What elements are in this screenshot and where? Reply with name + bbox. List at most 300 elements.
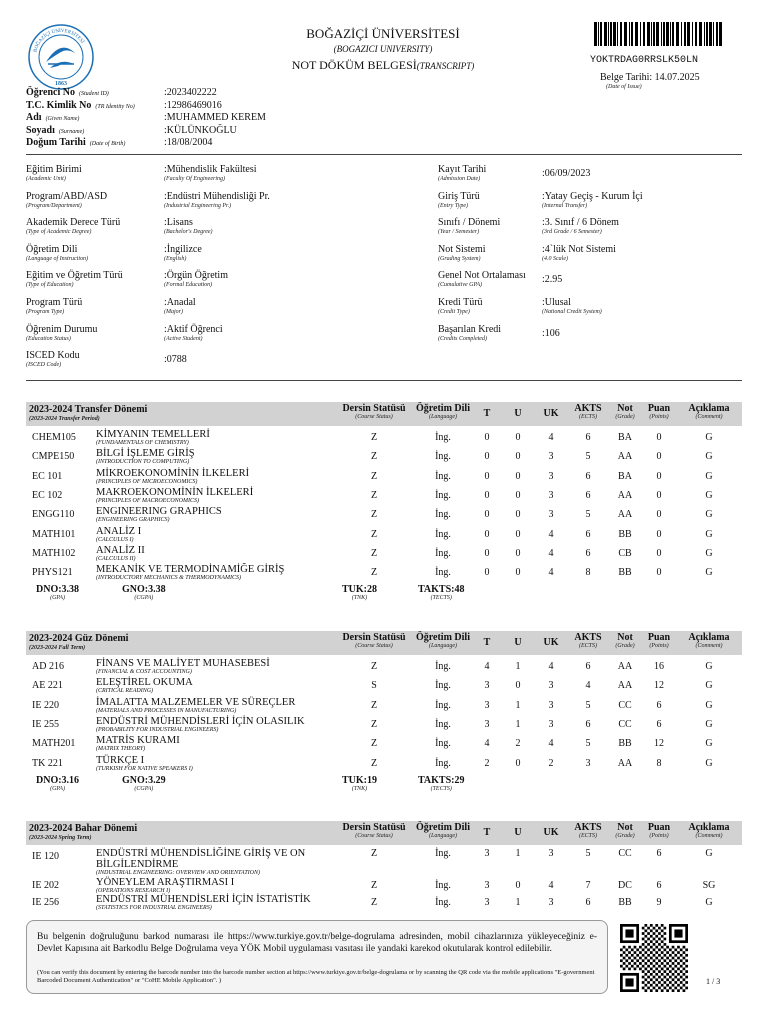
course-row — [26, 448, 742, 467]
summary-value: TAKTS:48 — [418, 584, 465, 596]
course-t: 2 — [484, 757, 490, 769]
column-header-text: AKTS — [574, 632, 602, 643]
column-header-comment — [681, 632, 737, 649]
column-header-text-en: (Points) — [649, 643, 669, 649]
colon: : — [542, 327, 545, 339]
summary-value: GNO:3.38 — [122, 584, 166, 596]
label-text: Doğum Tarihi — [26, 137, 86, 149]
course-lang: İng. — [435, 432, 451, 443]
course-name-en: (INTRODUCTION TO COMPUTING) — [96, 459, 190, 466]
course-uk: 4 — [548, 567, 554, 579]
column-header-text: Dersin Statüsü — [342, 632, 406, 643]
course-t: 0 — [484, 451, 490, 463]
course-row — [26, 506, 742, 525]
column-header-status — [339, 822, 409, 839]
value-text: Endüstri Mühendisliği Pr. — [166, 190, 270, 202]
course-akts: 5 — [585, 848, 591, 859]
course-u: 0 — [515, 880, 521, 891]
course-u: 1 — [515, 848, 521, 859]
label-text-en: (Language of Instruction) — [26, 255, 88, 262]
course-u: 0 — [515, 509, 521, 521]
student-row — [26, 112, 766, 124]
course-row — [26, 468, 742, 487]
summary-tuk — [342, 775, 377, 792]
course-uk: 3 — [548, 718, 554, 730]
course-u: 0 — [515, 489, 521, 501]
academic_left-label — [26, 270, 123, 288]
course-u: 0 — [515, 432, 521, 443]
course-grade: CB — [618, 547, 632, 559]
term-title — [29, 823, 137, 834]
verification-text: Bu belgenin doğruluğunu barkod numarası ile https://www.turkiye.gov.tr/belge-dogrulama adresinden, mobil cihazlarınıza yükleyeceğiniz e-Devlet Kapısına ait Barkodlu Belge Doğrulama veya YÖK Mobil uygulaması vasıtası ile yandaki karekod okutularak kontrol edilebilir. — [37, 932, 597, 954]
course-grade: CC — [618, 848, 632, 859]
course-name-en: (PRINCIPLES OF MACROECONOMICS) — [96, 497, 199, 504]
value-text: KÜLÜNKOĞLU — [166, 124, 237, 136]
column-header-text: Not — [617, 822, 633, 833]
value-text-en: (Formal Education) — [164, 282, 213, 289]
label-text: ISCED Kodu — [26, 350, 80, 362]
issue-date: Belge Tarihi: 14.07.2025 — [600, 72, 700, 83]
course-row — [26, 894, 742, 913]
value-text-en: (Major) — [164, 309, 183, 315]
course-name-en: (ENGINEERING GRAPHICS) — [96, 517, 170, 524]
label-text: Kredi Türü — [438, 297, 483, 308]
label-text: Soyadı — [26, 124, 55, 136]
course-row — [26, 658, 742, 677]
column-header-text-en: (Language) — [429, 414, 457, 420]
course-lang: İng. — [435, 897, 451, 908]
academic_left-label — [26, 244, 88, 262]
summary-value: TUK:28 — [342, 584, 377, 596]
course-comment: G — [705, 661, 713, 672]
summary-gno — [122, 584, 166, 601]
colon: : — [164, 270, 167, 282]
academic_left-value — [164, 217, 213, 235]
course-lang: İng. — [435, 547, 451, 559]
issue-date-en: (Date of Issue) — [606, 84, 642, 90]
course-grade: BA — [618, 432, 632, 443]
column-header-text-en: (Points) — [649, 833, 669, 839]
academic_right-label — [438, 244, 486, 262]
course-points: 0 — [656, 451, 662, 463]
course-name-en: (TURKISH FOR NATIVE SPEAKERS I) — [96, 765, 193, 772]
label-text-en: (Admission Date) — [438, 176, 481, 182]
course-name: MİKROEKONOMİNİN İLKELERİ — [96, 467, 250, 479]
column-header-points — [643, 822, 675, 839]
course-t: 0 — [484, 432, 490, 443]
course-code: TK 221 — [32, 757, 63, 769]
course-lang: İng. — [435, 451, 451, 463]
course-uk: 3 — [548, 509, 554, 521]
course-uk: 3 — [548, 848, 554, 859]
course-akts: 6 — [585, 547, 591, 559]
course-t: 0 — [484, 528, 490, 540]
course-row — [26, 526, 742, 545]
summary-label-en: (CGPA) — [134, 595, 154, 602]
course-code: IE 120 — [32, 851, 59, 862]
document-title: NOT DÖKÜM BELGESİ(TRANSCRIPT) — [291, 58, 475, 72]
svg-text:1863: 1863 — [55, 81, 67, 87]
course-points: 6 — [656, 718, 662, 730]
column-header-text: Puan — [647, 822, 671, 833]
academic_right-value — [542, 274, 562, 285]
term-title-text: 2023-2024 Transfer Dönemi — [29, 404, 148, 415]
column-header-text: Not — [617, 632, 633, 643]
course-points: 6 — [656, 880, 662, 891]
course-code: MATH201 — [32, 738, 76, 750]
column-header-akts — [571, 403, 605, 420]
academic_left-label — [26, 297, 82, 315]
course-t: 0 — [484, 547, 490, 559]
value-text: Mühendislik Fakültesi — [166, 164, 257, 175]
course-code: MATH102 — [32, 547, 76, 559]
value-text-en: (Internal Transfer) — [542, 202, 588, 209]
course-status: Z — [370, 489, 378, 501]
academic_right-label — [438, 191, 480, 209]
academic_left-label — [26, 164, 82, 182]
summary-label-en: (TNK) — [351, 785, 368, 792]
course-row — [26, 545, 742, 564]
label-text-en: (Academic Unit) — [26, 176, 66, 182]
value-text: Aktif Öğrenci — [166, 323, 223, 335]
term-title — [29, 633, 128, 644]
course-name: ENGINEERING GRAPHICS — [96, 506, 222, 518]
course-akts: 6 — [585, 470, 591, 482]
label-text-en: (Type of Academic Degree) — [26, 229, 92, 236]
course-uk: 4 — [548, 738, 554, 750]
label-text: Sınıfı / Dönemi — [438, 217, 501, 229]
course-name: BİLGİ İŞLEME GİRİŞ — [96, 448, 195, 460]
value-text: 2023402222 — [166, 87, 217, 98]
course-name-en: (FUNDAMENTALS OF CHEMISTRY) — [96, 440, 189, 446]
column-header-text-en: (Comment) — [695, 833, 723, 839]
colon: : — [164, 297, 167, 308]
course-t: 0 — [484, 470, 490, 482]
column-header-text: AKTS — [574, 403, 602, 414]
label-text: Giriş Türü — [438, 190, 480, 202]
academic_left-value — [164, 191, 270, 209]
column-header-text: Öğretim Dili — [416, 632, 470, 643]
course-comment: G — [705, 528, 713, 540]
student-field-label — [26, 112, 79, 123]
course-status: Z — [370, 432, 378, 443]
column-header-text: Puan — [647, 403, 671, 414]
course-code: ENGG110 — [32, 509, 75, 521]
summary-dno — [36, 775, 79, 792]
divider — [26, 154, 742, 155]
course-code: IE 256 — [32, 897, 59, 908]
course-name-en: (CALCULUS I) — [96, 536, 134, 543]
label-text: Başarılan Kredi — [438, 323, 502, 335]
column-header-uk — [539, 827, 563, 838]
course-akts: 6 — [585, 489, 591, 501]
column-header-uk — [539, 408, 563, 419]
column-header-text: Not — [617, 403, 633, 414]
course-status: Z — [370, 880, 378, 891]
column-header-text-en: (Language) — [429, 833, 457, 839]
course-t: 3 — [484, 880, 490, 891]
column-header-akts — [571, 632, 605, 649]
course-u: 0 — [515, 451, 521, 463]
student-field-value: :12986469016 — [164, 99, 222, 111]
course-name: TÜRKÇE I — [96, 754, 145, 766]
value-text: MUHAMMED KEREM — [166, 112, 266, 124]
course-lang: İng. — [435, 699, 451, 711]
academic_left-value — [164, 164, 257, 182]
column-header-points — [643, 403, 675, 420]
qr-code — [620, 924, 688, 992]
column-header-text: U — [514, 408, 522, 419]
label-text-en: (Date of Birth) — [89, 141, 126, 148]
summary-label-en: (TECTS) — [430, 785, 452, 792]
column-header-text: T — [483, 637, 491, 648]
course-uk: 4 — [548, 880, 554, 891]
term-title-text: 2023-2024 Güz Dönemi — [29, 633, 129, 644]
student-field-value: :18/08/2004 — [164, 137, 213, 149]
course-row — [26, 487, 742, 506]
column-header-text-en: (Grade) — [615, 643, 635, 649]
column-header-text: UK — [543, 408, 559, 419]
course-status: Z — [370, 699, 378, 711]
course-t: 0 — [484, 489, 490, 501]
value-text-en: (Faculty Of Engineering) — [164, 176, 225, 182]
course-akts: 5 — [585, 699, 591, 711]
course-row — [26, 564, 742, 583]
summary-label-en: (TNK) — [351, 595, 368, 602]
label-text-en: (Credits Completed) — [438, 335, 487, 342]
term-title-text: 2023-2024 Bahar Dönemi — [29, 823, 138, 834]
column-header-text: Dersin Statüsü — [342, 403, 406, 414]
course-points: 12 — [654, 738, 664, 750]
value-text: İngilizce — [166, 243, 202, 255]
course-grade: AA — [617, 661, 633, 672]
course-t: 3 — [484, 680, 490, 692]
course-code: IE 255 — [32, 718, 59, 730]
summary-value: DNO:3.38 — [36, 584, 80, 596]
column-header-t — [479, 637, 495, 648]
svg-text:BOĞAZİÇİ ÜNİVERSİTESİ: BOĞAZİÇİ ÜNİVERSİTESİ — [33, 28, 85, 53]
value-text: Örgün Öğretim — [166, 270, 228, 282]
course-grade: AA — [617, 509, 633, 521]
course-u: 2 — [515, 738, 521, 750]
column-header-text: Öğretim Dili — [416, 822, 470, 833]
term-header — [26, 821, 742, 845]
column-header-comment — [681, 822, 737, 839]
course-t: 0 — [484, 509, 490, 521]
term-header — [26, 402, 742, 426]
course-uk: 4 — [548, 661, 554, 672]
course-name-en: (CALCULUS II) — [96, 555, 136, 562]
course-points: 0 — [656, 567, 662, 579]
label-text-en: (Year / Semester) — [438, 229, 480, 236]
course-row — [26, 716, 742, 735]
academic_left-label — [26, 324, 97, 342]
academic_right-label — [438, 164, 486, 182]
course-akts: 6 — [585, 528, 591, 540]
course-comment: G — [705, 848, 713, 859]
course-code: CMPE150 — [32, 451, 75, 463]
course-name: ANALİZ I — [96, 525, 142, 537]
colon: : — [164, 164, 167, 175]
course-code: EC 102 — [32, 489, 63, 501]
course-lang: İng. — [435, 680, 451, 692]
value-text-en: (3rd Grade / 6 Semester) — [542, 229, 602, 236]
term-title-en: (2023-2024 Spring Term) — [29, 835, 92, 841]
student-field-value: :MUHAMMED KEREM — [164, 112, 266, 124]
label-text-en: (Grading System) — [438, 255, 481, 262]
summary-value: TUK:19 — [342, 774, 377, 786]
academic_right-label — [438, 324, 501, 342]
term-header — [26, 631, 742, 655]
course-row — [26, 848, 742, 876]
university-name: BOĞAZİÇİ ÜNİVERSİTESİ — [306, 26, 460, 41]
course-u: 1 — [515, 897, 521, 908]
course-t: 4 — [484, 661, 490, 672]
summary-value: DNO:3.16 — [36, 774, 80, 786]
colon: : — [542, 243, 545, 255]
academic_left-label — [26, 191, 107, 209]
verification-text-en: (You can verify this document by entering the barcode number into the barcode number section at https://www.turkiye.gov.tr/belge-dogrulama or by scanning the QR code via the mobile applications "E-government Barcoded Document Authentication" or "CoHE Mobile Application". ) — [37, 969, 595, 984]
academic_right-label — [438, 270, 526, 288]
value-text: Lisans — [166, 217, 193, 229]
course-name: ENDÜSTRİ MÜHENDİSLERİ İÇİN İSTATİSTİK — [96, 894, 311, 905]
course-u: 0 — [515, 528, 521, 540]
course-points: 0 — [656, 528, 662, 540]
label-text: Eğitim Birimi — [26, 164, 82, 175]
course-t: 3 — [484, 897, 490, 908]
student-field-value: :KÜLÜNKOĞLU — [164, 124, 237, 136]
divider — [26, 380, 742, 381]
university-logo — [28, 24, 94, 90]
academic_right-value — [542, 328, 560, 339]
course-akts: 5 — [585, 738, 591, 750]
column-header-text: U — [514, 827, 522, 838]
course-points: 0 — [656, 470, 662, 482]
course-u: 0 — [515, 757, 521, 769]
label-text: Genel Not Ortalaması — [438, 270, 526, 282]
summary-label-en: (TECTS) — [430, 595, 452, 602]
value-text-en: (National Credit System) — [542, 309, 602, 315]
label-text-en: (TR Identity No) — [95, 103, 135, 110]
course-grade: AA — [617, 680, 633, 692]
course-lang: İng. — [435, 489, 451, 501]
label-text: Öğrenim Durumu — [26, 323, 98, 335]
label-text: Öğrenci No — [26, 87, 75, 98]
course-status: Z — [370, 661, 378, 672]
value-text: 4`lük Not Sistemi — [544, 243, 616, 255]
course-name: ELEŞTİREL OKUMA — [96, 677, 193, 689]
course-row — [26, 755, 742, 774]
value-text: Anadal — [166, 297, 196, 308]
course-uk: 4 — [548, 528, 554, 540]
course-t: 0 — [484, 567, 490, 579]
course-comment: G — [705, 897, 713, 908]
value-text: 12986469016 — [166, 99, 222, 111]
summary-label-en: (CGPA) — [134, 785, 154, 792]
label-text-en: (Entry Type) — [438, 202, 469, 209]
summary-tuk — [342, 584, 377, 601]
colon: : — [164, 217, 167, 229]
course-uk: 3 — [548, 489, 554, 501]
course-status: Z — [370, 528, 378, 540]
value-text: Ulusal — [544, 297, 571, 308]
course-comment: G — [705, 567, 713, 579]
column-header-grade — [611, 632, 639, 649]
column-header-status — [339, 632, 409, 649]
course-comment: SG — [702, 880, 716, 891]
course-akts: 6 — [585, 432, 591, 443]
course-row — [26, 735, 742, 754]
course-points: 6 — [656, 848, 662, 859]
academic_left-label — [26, 350, 80, 368]
column-header-grade — [611, 403, 639, 420]
academic_right-value — [542, 297, 602, 315]
column-header-text: Açıklama — [688, 403, 730, 414]
column-header-text: Öğretim Dili — [416, 403, 470, 414]
course-lang: İng. — [435, 661, 451, 672]
label-text-en: (Education Status) — [26, 335, 71, 342]
colon: : — [542, 217, 545, 229]
course-uk: 3 — [548, 451, 554, 463]
value-text: Yatay Geçiş - Kurum İçi — [544, 190, 643, 202]
term-title-en: (2023-2024 Fall Term) — [29, 645, 86, 651]
academic_right-value — [542, 168, 590, 179]
course-grade: AA — [617, 757, 633, 769]
course-name-en: (INTRODUCTORY MECHANICS & THERMODYNAMICS) — [96, 575, 241, 582]
colon: : — [542, 168, 545, 179]
course-grade: BA — [618, 470, 632, 482]
label-text: Öğretim Dili — [26, 243, 78, 255]
course-akts: 5 — [585, 451, 591, 463]
course-grade: CC — [618, 699, 632, 711]
course-akts: 6 — [585, 897, 591, 908]
course-akts: 7 — [585, 880, 591, 891]
column-header-status — [339, 403, 409, 420]
course-name-en: (MATRIX THEORY) — [96, 746, 146, 753]
course-points: 0 — [656, 509, 662, 521]
academic_left-value — [164, 244, 202, 262]
summary-dno — [36, 584, 79, 601]
student-field-label — [26, 125, 84, 136]
column-header-text: T — [483, 827, 491, 838]
term-title-en: (2023-2024 Transfer Period) — [29, 416, 100, 422]
summary-takts — [418, 584, 465, 601]
academic_left-label — [26, 217, 120, 235]
course-comment: G — [705, 489, 713, 501]
course-comment: G — [705, 738, 713, 750]
column-header-text: U — [514, 637, 522, 648]
course-u: 1 — [515, 661, 521, 672]
course-name-line2: BİLGİLENDİRME — [96, 859, 179, 870]
label-text-en: (Credit Type) — [438, 309, 470, 315]
course-uk: 3 — [548, 699, 554, 711]
course-code: CHEM105 — [32, 432, 76, 443]
course-row — [26, 677, 742, 696]
label-text: Program Türü — [26, 297, 83, 308]
colon: : — [164, 190, 167, 202]
label-text-en: (Surname) — [58, 128, 85, 135]
page-number: 1 / 3 — [706, 977, 721, 986]
label-text-en: (Cumulative GPA) — [438, 282, 483, 289]
academic_right-value — [542, 244, 616, 262]
course-code: MATH101 — [32, 528, 76, 540]
academic_left-value — [164, 324, 223, 342]
course-code: IE 202 — [32, 880, 59, 891]
value-text-en: (Industrial Engineering Pr.) — [164, 202, 232, 209]
term-title — [29, 404, 147, 415]
course-code: AE 221 — [32, 680, 63, 692]
course-points: 6 — [656, 699, 662, 711]
